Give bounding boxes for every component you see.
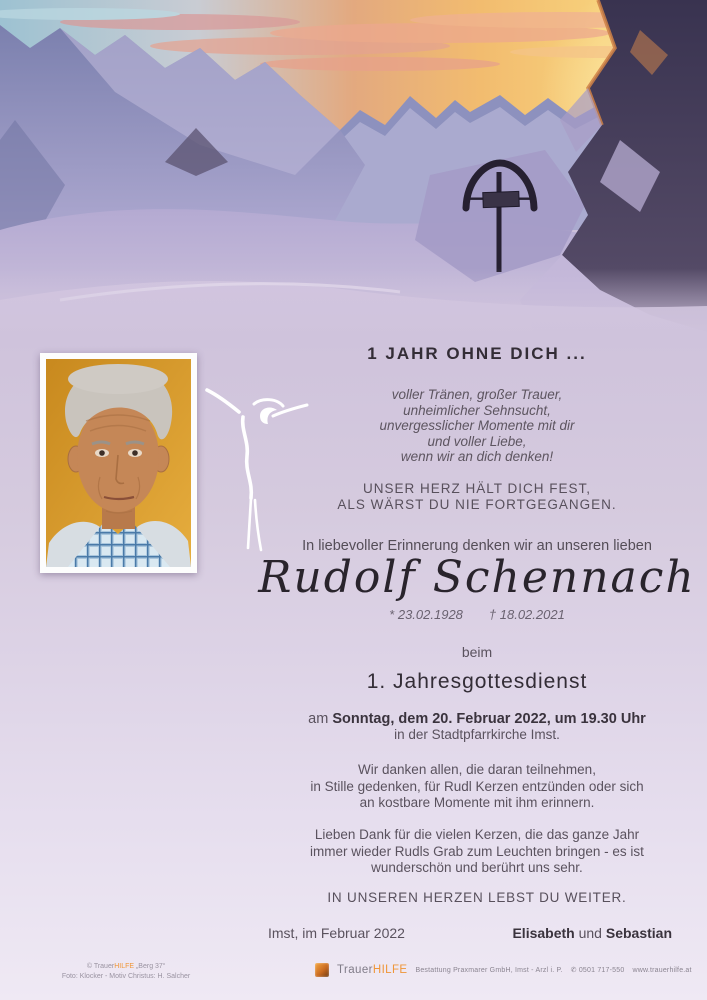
thanks-line: immer wieder Rudls Grab zum Leuchten bringen - es ist <box>310 843 644 859</box>
life-dates <box>247 607 707 622</box>
place-date: Imst, im Februar 2022 <box>268 925 405 941</box>
service-datetime: Sonntag, dem 20. Februar 2022, um 19.30 Uhr <box>332 711 646 727</box>
service-title: 1. Jahresgottesdienst <box>366 670 588 693</box>
deceased-name: Rudolf Schennach <box>258 552 696 603</box>
service-location: in der Stadtpfarrkirche Imst. <box>394 727 560 742</box>
anniversary-title: 1 JAHR OHNE DICH ... <box>367 344 587 363</box>
credit-hilfe: HILFE <box>114 963 135 970</box>
credit-line-1 <box>36 962 216 972</box>
logo-trauer: Trauer <box>337 964 373 976</box>
signature-conjunction: und <box>574 925 606 941</box>
thanks-line: wunderschön und berührt uns sehr. <box>371 860 583 875</box>
closing-line: IN UNSEREN HERZEN LEBST DU WEITER. <box>327 890 627 905</box>
photo-credit <box>36 962 216 982</box>
heart-verse <box>247 481 707 513</box>
beim-label: beim <box>461 644 493 660</box>
thanks-paragraph-1 <box>247 762 707 812</box>
portrait-photo <box>40 353 197 573</box>
thanks-paragraph-2 <box>247 827 707 877</box>
website-url: www.trauerhilfe.at <box>632 966 692 974</box>
phone-number: ✆ 0501 717-550 <box>570 967 625 974</box>
datetime-prefix: am <box>308 711 333 727</box>
logo-hilfe: HILFE <box>372 964 408 976</box>
thanks-line: Lieben Dank für die vielen Kerzen, die das ganze Jahr <box>314 827 640 842</box>
signature-name-1: Elisabeth <box>512 925 575 941</box>
place-and-signature-row <box>268 925 672 941</box>
trauerhilfe-logo-text <box>337 964 407 976</box>
thanks-line: an kostbare Momente mit ihm erinnern. <box>359 795 595 810</box>
mountain-sunset-photo <box>0 0 707 348</box>
thanks-line: Wir danken allen, die daran teilnehmen, <box>358 762 596 777</box>
credit-pre: © Trauer <box>86 963 115 970</box>
funeral-home-footer <box>315 963 692 977</box>
photo-fade <box>0 268 707 348</box>
poem-line: und voller Liebe, <box>427 433 527 449</box>
memorial-poem <box>247 387 707 465</box>
service-datetime-line <box>247 711 707 727</box>
birth-date: * 23.02.1928 <box>389 607 463 622</box>
death-date: † 18.02.2021 <box>488 607 565 622</box>
heart-line: UNSER HERZ HÄLT DICH FEST, <box>362 481 592 496</box>
poem-line: voller Tränen, großer Trauer, <box>391 387 563 402</box>
trauerhilfe-logo-icon <box>315 963 329 977</box>
thanks-line: in Stille gedenken, für Rudl Kerzen entzünden oder sich <box>310 778 644 794</box>
company-name: Bestattung Praxmarer GmbH, Imst - Arzl i. P. <box>415 966 563 974</box>
remembrance-intro: In liebevoller Erinnerung denken wir an unseren lieben <box>302 538 652 554</box>
heart-line: ALS WÄRST DU NIE FORTGEGANGEN. <box>337 497 617 512</box>
credit-line-2: Foto: Klocker - Motiv Christus: H. Salcher <box>61 973 191 980</box>
signature <box>512 925 672 941</box>
poem-line: wenn wir an dich denken! <box>400 449 554 464</box>
portrait-drawing <box>46 359 191 567</box>
credit-post: „Berg 37“ <box>134 963 166 970</box>
poem-line: unvergesslicher Momente mit dir <box>379 418 575 433</box>
poem-line: unheimlicher Sehnsucht, <box>403 402 551 418</box>
signature-name-2: Sebastian <box>605 925 672 941</box>
